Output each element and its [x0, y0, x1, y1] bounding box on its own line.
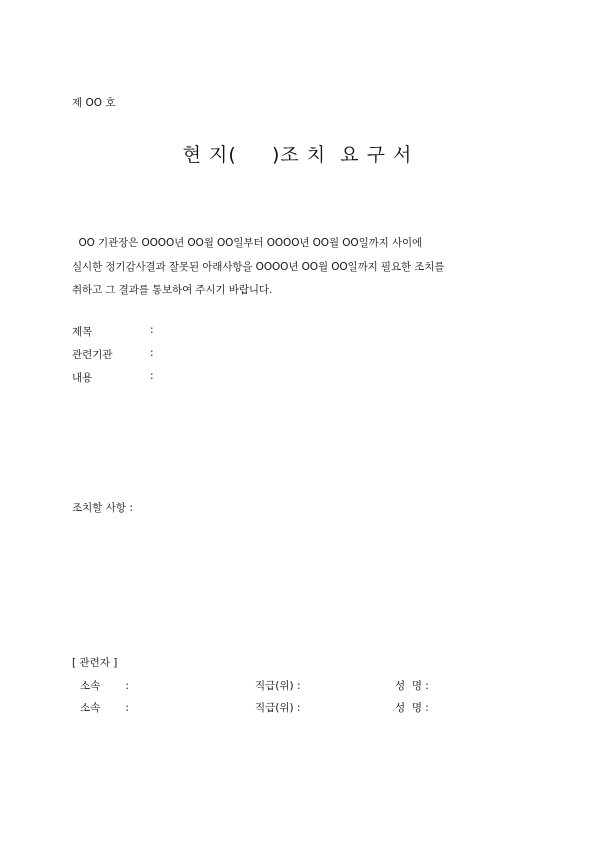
affiliation-colon: : — [125, 702, 129, 714]
field-subject-label: 제목 — [72, 326, 93, 338]
field-related-org — [72, 347, 154, 362]
affiliation-label: 소속 — [80, 702, 101, 714]
related-persons-header: [ 관련자 ] — [72, 657, 118, 669]
field-subject-colon: : — [150, 324, 154, 336]
body-text-line-2: 실시한 정기감사결과 잘못된 아래사항을 OOOO년 OO월 OO일까지 필요한 조치를 — [72, 261, 445, 273]
document-title: 현 지( )조 치 요 구 서 — [182, 144, 413, 166]
affiliation-colon: : — [125, 680, 129, 692]
field-content — [72, 370, 154, 385]
rank-label: 직급(위) : — [255, 680, 301, 692]
name-label: 성 명 : — [395, 702, 429, 714]
field-content-label: 내용 — [72, 372, 93, 384]
field-related-org-label: 관련기관 — [72, 349, 113, 361]
rank-label: 직급(위) : — [255, 702, 301, 714]
document-number: 제 OO 호 — [72, 97, 116, 109]
related-person-row — [80, 700, 500, 714]
name-label: 성 명 : — [395, 680, 429, 692]
affiliation-field — [80, 678, 129, 693]
field-related-org-colon: : — [150, 347, 154, 359]
action-items-label: 조치할 사항 : — [72, 502, 133, 514]
field-content-colon: : — [150, 370, 154, 382]
field-subject — [72, 324, 154, 339]
affiliation-label: 소속 — [80, 680, 101, 692]
related-person-row — [80, 678, 500, 692]
affiliation-field — [80, 700, 129, 715]
body-text-line-3: 취하고 그 결과를 통보하여 주시기 바랍니다. — [72, 284, 273, 296]
body-text-line-1: OO 기관장은 OOOO년 OO월 OO일부터 OOOO년 OO월 OO일까지 사이에 — [72, 237, 423, 249]
